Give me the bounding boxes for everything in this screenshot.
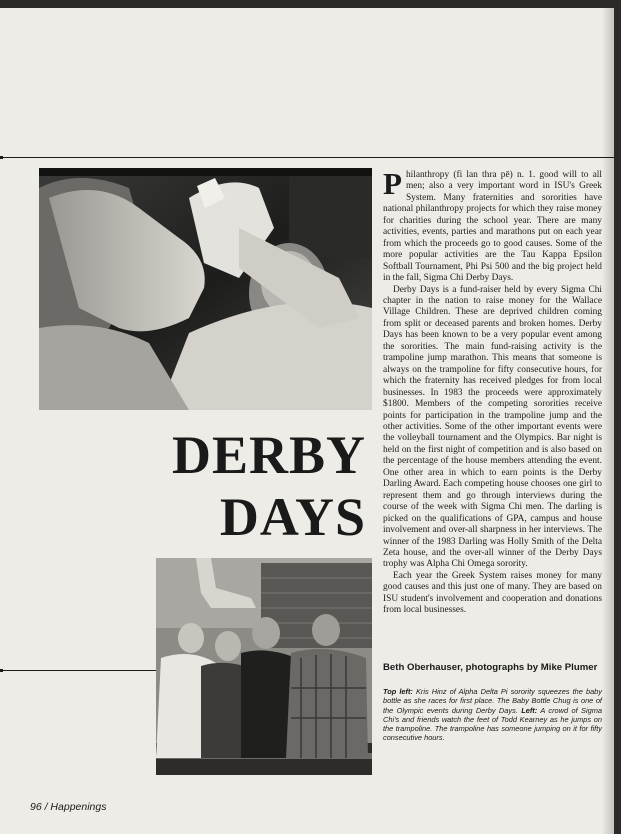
photo-baby-bottle-chug bbox=[39, 168, 372, 410]
caption-text-left: A crowd of Sigma Chi's and friends watch the feet of Todd Kearney as he jumps on the trampoline. The trampoline has someone jumping on it for fifty consecutive hours. bbox=[383, 705, 602, 743]
caption-text-top-left: Kris Hinz of Alpha Delta Pi sorority squeezes the baby bottle as she races for first place. The Baby Bottle Chug is one of the Olympic events during Derby Days. bbox=[383, 687, 602, 715]
article-paragraph-2: Derby Days is a fund-raiser held by every Sigma Chi chapter in the nation to raise money for the Wallace Village Children. These are deprived children coming from split or deceased parents and broken homes. Derby Days has been known to be a very popular event among the sororities. The main fund-raising activity is the trampoline jump marathon. This means that someone is always on the trampoline for fifty consecutive hours, for which the fraternity has received pledges for from local businesses. In 1983 the proceeds were approximately $1800. Members of the competing sororities receive points for participation in the trampoline jump and the other activities. Some of the other important events were the volleyball tournament and the Olympics. Bar night is held on the first night of competition and is also based on the percentage of the house members attending the event. One other area in which to earn points is the Derby Darling Award. Each competing house chooses one girl to represent them and go through interviews during the course of the week with Sigma Chi men. The darling is picked on the qualifications of GPA, campus and house involvement and over-all sharpness in her interviews. The winner of the 1983 Darling was Holly Smith of the Delta Zeta house, and the over-all winner of the Derby Days trophy was Alpha Chi Omega sorority. bbox=[383, 284, 602, 570]
page-gutter-shadow bbox=[602, 8, 614, 834]
caption-label-top-left: Top left: bbox=[383, 687, 413, 696]
page-title-line2: DAYS bbox=[219, 487, 366, 547]
caption-label-left: Left: bbox=[521, 705, 538, 715]
article-paragraph-1 bbox=[383, 166, 602, 285]
byline: Beth Oberhauser, photographs by Mike Plumer bbox=[383, 662, 598, 673]
article-paragraph-1-text: hilanthropy (fi lan thra pē) n. 1. good will to all men; also a very important word in ISU's Greek System. Many fraternities and sororities have national philanthropy projects for which they raise money for charities during the school year. There are many activities, events, parties and marathons put on each year from which the proceeds go to good causes. Some of the more popular activities are the Tau Kappa Epsilon Softball Tournament, Phi Psi 500 and the big project held in the fall, Sigma Chi Derby Days. bbox=[383, 170, 602, 284]
yearbook-page bbox=[0, 8, 614, 834]
article-paragraph-3: Each year the Greek System raises money for many good causes and this just one of many. They are based on ISU student's involvement and cooperation and donations from local businesses. bbox=[383, 570, 602, 616]
bottom-rule-marker bbox=[0, 669, 3, 672]
photo-caption bbox=[383, 687, 602, 743]
page-folio: 96 / Happenings bbox=[30, 801, 107, 813]
drop-cap: P bbox=[383, 166, 402, 201]
photo-trampoline-crowd bbox=[156, 558, 372, 775]
article-body bbox=[383, 166, 602, 617]
top-rule bbox=[0, 157, 614, 158]
bottom-rule bbox=[0, 670, 156, 671]
top-rule-marker bbox=[0, 156, 3, 159]
page-title-line1: DERBY bbox=[171, 425, 366, 485]
